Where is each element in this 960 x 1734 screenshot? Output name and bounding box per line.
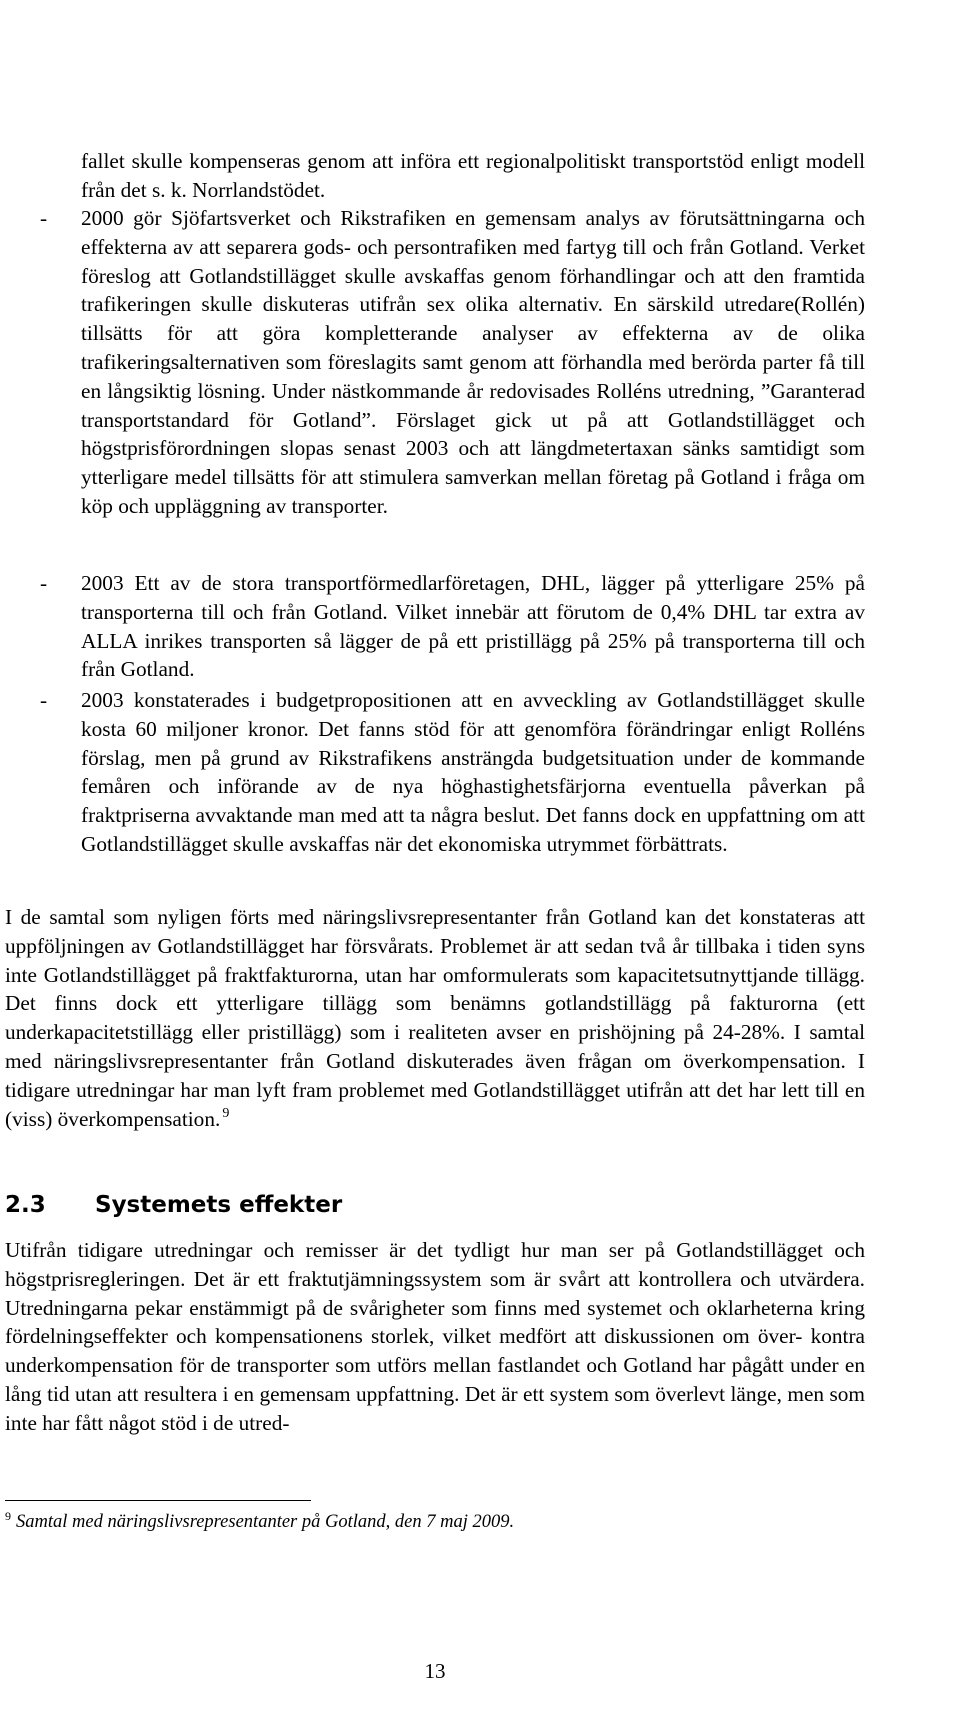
page-number: 13 xyxy=(424,1659,446,1683)
section-heading xyxy=(5,1190,342,1220)
list-item-text: 2000 gör Sjöfartsverket och Rikstrafiken en gemensam analys av förutsättningarna och effekterna av att separera gods- och persontrafiken med fartyg till och från Gotland. Verket föreslog att Gotlandstillägget skulle avskaffas genom förhandlingar och att den framtida trafikeringen skulle diskuteras utifrån sex olika alternativ. En särskild utredare(Rollén) tillsätts för att göra kompletterande analyser av effekterna av de olika trafikeringsalternativen som föreslagits samt genom att förhandla med berörda parter få till en långsiktig lösning. Under nästkommande år redovisades Rolléns utredning, ”Garanterad transportstandard för Gotland”. Förslaget gick ut på att Gotlandstillägget och högstprisförordningen slopas senast 2003 och att längdmetertaxan sänks samtidigt som ytterligare medel tillsätts för att stimulera samverkan mellan företag på Gotland i fråga om köp och uppläggning av transporter. xyxy=(81,206,865,518)
footnote-text: Samtal med näringslivsrepresentanter på Gotland, den 7 maj 2009. xyxy=(16,1512,515,1532)
list-item xyxy=(40,569,865,684)
list-dash: - xyxy=(40,571,48,595)
section-number: 2.3 xyxy=(5,1192,46,1218)
footnote-divider xyxy=(5,1500,311,1501)
list-item-text: 2003 Ett av de stora transportförmedlarföretagen, DHL, lägger på ytterligare 25% på transporterna till och från Gotland. Vilket innebär att förutom de 0,4% DHL tar extra av ALLA inrikes transporten så lägger de på ett pristillägg på 25% på transporterna till och från Gotland. xyxy=(81,571,865,682)
footnote-reference[interactable]: 9 xyxy=(222,1106,230,1122)
body-paragraph xyxy=(5,903,865,1133)
section-title: Systemets effekter xyxy=(95,1192,343,1218)
list-dash: - xyxy=(40,206,48,230)
list-item xyxy=(40,686,865,859)
paragraph-text: I de samtal som nyligen förts med näringslivsrepresentanter från Gotland kan det konstateras att uppföljningen av Gotlandstillägget har försvårats. Problemet är att sedan två år tillbaka i tiden syns inte Gotlandstillägget på fraktfakturorna, utan har omformulerats som kapacitetsutnyttjande tillägg. Det finns dock ett ytterligare tillägg som benämns gotlandstillägg på fakturorna (ett underkapacitetstillägg eller pristillägg) som i realiteten avser en prishöjning på 24-28%. I samtal med näringslivsrepresentanter från Gotland diskuterades även frågan om överkompensation. I tidigare utredningar har man lyft fram problemet med Gotlandstillägget utifrån att det har lett till en (viss) överkompensation. xyxy=(5,905,865,1131)
footnote xyxy=(5,1510,865,1534)
list-item xyxy=(40,204,865,521)
list-dash: - xyxy=(40,688,48,712)
body-paragraph: Utifrån tidigare utredningar och remisser är det tydligt hur man ser på Gotlandstillägget och högstprisregleringen. Det är ett fraktutjämningssystem som är svårt att kontrollera och utvärdera. Utredningarna pekar enstämmigt på de svårigheter som finns med systemet och oklarheterna kring fördelningseffekter och kompensationens storlek, vilket medfört att diskussionen om över- kontra underkompensation för de transporter som utförs mellan fastlandet och Gotland har pågått under en lång tid utan att resultera i en gemensam uppfattning. Det är ett system som överlevt länge, men som inte har fått något stöd i de utred- xyxy=(5,1238,865,1435)
footnote-number: 9 xyxy=(5,1508,11,1523)
intro-text: fallet skulle kompenseras genom att införa ett regionalpolitiskt transportstöd enligt modell från det s. k. Norrlandstödet. xyxy=(81,149,865,202)
list-item-text: 2003 konstaterades i budgetpropositionen att en avveckling av Gotlandstillägget skulle kosta 60 miljoner kronor. Det fanns stöd för att genomföra förändringar enligt Rolléns förslag, men på grund av Rikstrafikens ansträngda budgetsituation under de kommande femåren och införande av de nya höghastighetsfärjorna eventuella påverkan på fraktpriserna avvaktande man med att ta några beslut. Det fanns dock en uppfattning om att Gotlandstillägget skulle avskaffas när det ekonomiska utrymmet förbättrats. xyxy=(81,688,865,856)
